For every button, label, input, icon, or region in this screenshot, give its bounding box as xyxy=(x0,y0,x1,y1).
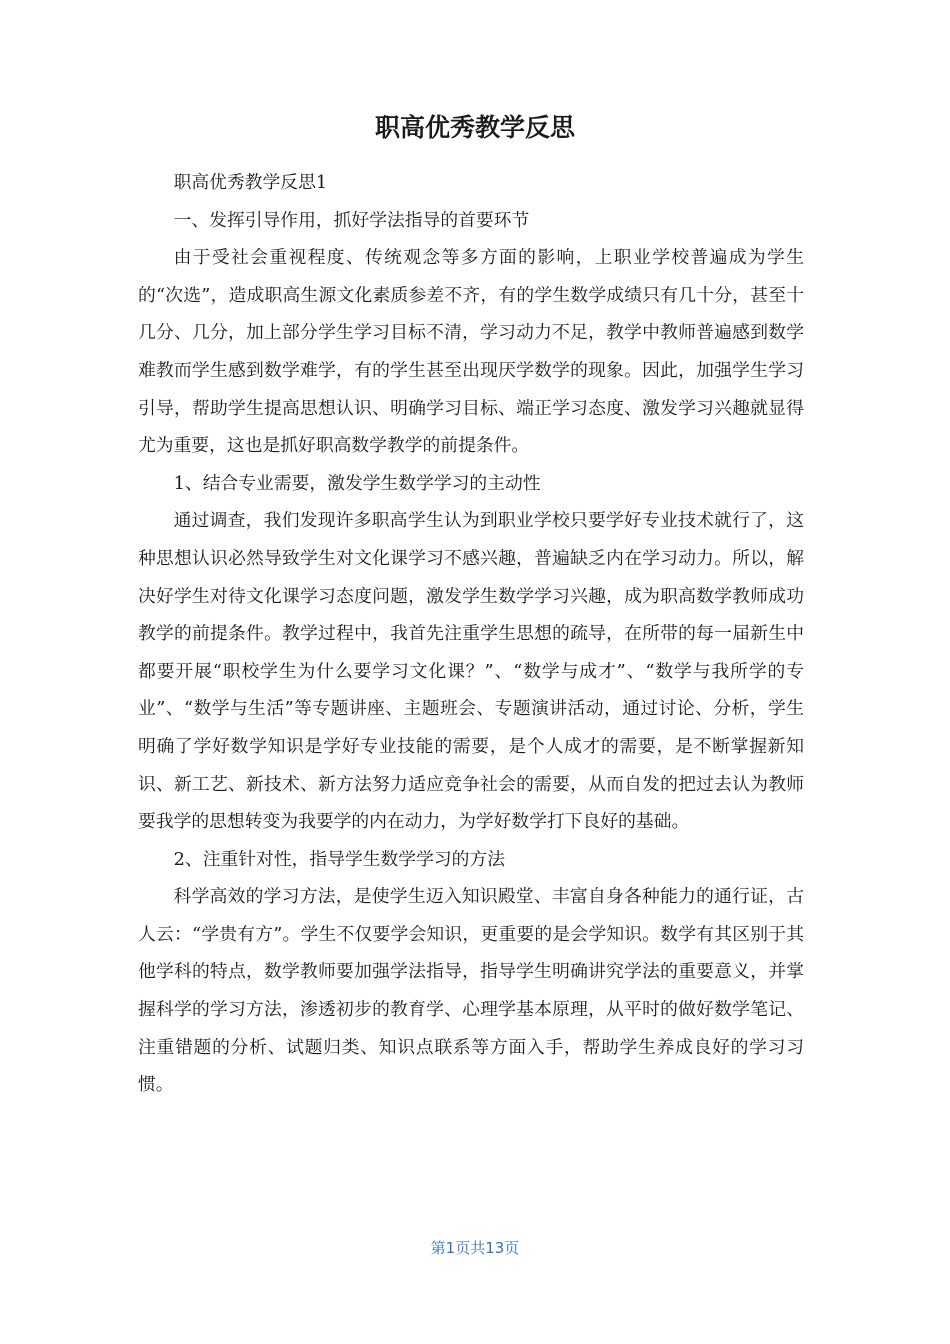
subheading-methods: 2、注重针对性，指导学生数学学习的方法 xyxy=(173,848,505,870)
page-number-footer: 第1页共13页 xyxy=(430,1239,520,1257)
section-heading-1: 职高优秀教学反思1 xyxy=(173,172,328,193)
document-body xyxy=(138,164,804,1104)
body-paragraph: 科学高效的学习方法，是使学生迈入知识殿堂、丰富自身各种能力的通行证，古人云：“学贵有方”。学生不仅要学会知识，更重要的是会学知识。数学有其区别于其他学科的特点，数学教师要加强学法指导，指导学生明确讲究学法的重要意义，并掌握科学的学习方法，渗透初步的教育学、心理学基本原理，从平时的做好数学笔记、注重错题的分析、试题归类、知识点联系等方面入手，帮助学生养成良好的学习习惯。 xyxy=(138,886,804,1096)
document-title: 职高优秀教学反思 xyxy=(374,113,575,142)
body-paragraph: 通过调查，我们发现许多职高学生认为到职业学校只要学好专业技术就行了，这种思想认识必然导致学生对文化课学习不感兴趣，普遍缺乏内在学习动力。所以，解决好学生对待文化课学习态度问题，激发学生数学学习兴趣，成为职高数学教师成功教学的前提条件。教学过程中，我首先注重学生思想的疏导，在所带的每一届新生中都要开展“职校学生为什么要学习文化课？”、“数学与成才”、“数学与我所学的专业”、“数学与生活”等专题讲座、主题班会、专题演讲活动，通过讨论、分析，学生明确了学好数学知识是学好专业技能的需要，是个人成才的需要，是不断掌握新知识、新工艺、新技术、新方法努力适应竞争社会的需要，从而自发的把过去认为教师要我学的思想转变为我要学的内在动力，为学好数学打下良好的基础。 xyxy=(138,510,804,833)
subheading-guidance: 一、发挥引导作用，抓好学法指导的首要环节 xyxy=(173,209,530,231)
body-paragraph: 由于受社会重视程度、传统观念等多方面的影响，上职业学校普遍成为学生的“次选”，造成职高生源文化素质参差不齐，有的学生数学成绩只有几十分，甚至十几分、几分，加上部分学生学习目标不清，学习动力不足，教学中教师普遍感到数学难教而学生感到数学难学，有的学生甚至出现厌学数学的现象。因此，加强学生学习引导，帮助学生提高思想认识、明确学习目标、端正学习态度、激发学习兴趣就显得尤为重要，这也是抓好职高数学教学的前提条件。 xyxy=(138,247,804,457)
subheading-motivation: 1、结合专业需要，激发学生数学学习的主动性 xyxy=(173,472,541,494)
